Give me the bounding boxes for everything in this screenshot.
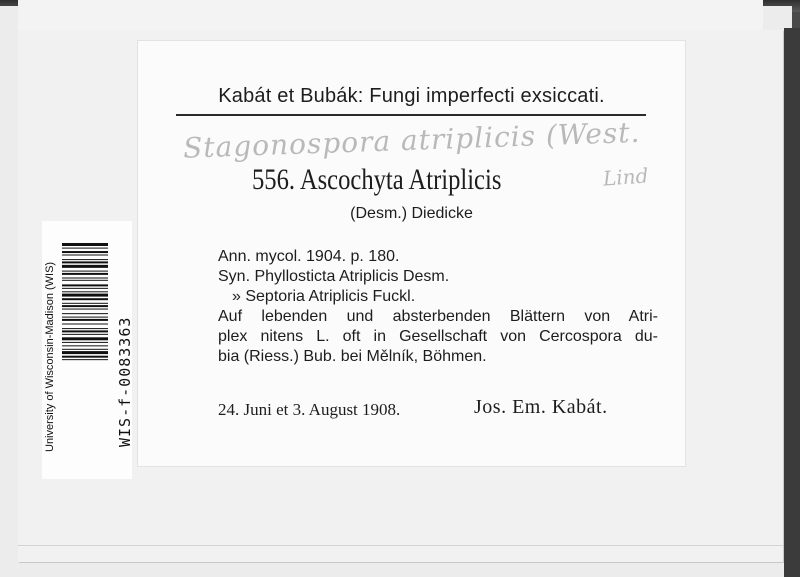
header-rule bbox=[176, 114, 646, 116]
packet-fold-line bbox=[18, 545, 783, 546]
specimen-label bbox=[137, 40, 686, 467]
packet-top-flap bbox=[18, 0, 763, 31]
reference-line: Ann. mycol. 1904. p. 180. bbox=[218, 248, 400, 265]
species-title: 556. Ascochyta Atriplicis bbox=[252, 163, 502, 196]
reference-line: » Septoria Atriplicis Fuckl. bbox=[232, 288, 416, 305]
species-authority: (Desm.) Diedicke bbox=[350, 205, 473, 222]
institution-name: University of Wisconsin-Madison (WIS) bbox=[44, 261, 56, 452]
references bbox=[218, 247, 449, 307]
description-line: Auf lebenden und absterbenden Blättern von Atri- bbox=[218, 308, 658, 325]
handwritten-annotation-author: Lind bbox=[602, 163, 650, 191]
dark-margin bbox=[784, 28, 800, 577]
barcode-number: WIS-f-0083363 bbox=[116, 316, 134, 447]
habitat-description bbox=[218, 307, 658, 367]
collection-date: 24. Juni et 3. August 1908. bbox=[218, 400, 401, 419]
barcode-icon bbox=[62, 243, 108, 453]
handwritten-annotation: Stagonospora atriplicis (West. bbox=[182, 115, 641, 165]
collector-name: Jos. Em. Kabát. bbox=[474, 396, 608, 418]
description-line: plex nitens L. oft in Gesellschaft von Cercospora du- bbox=[218, 328, 658, 345]
description-line: bia (Riess.) Bub. bei Mělník, Böhmen. bbox=[218, 348, 487, 365]
reference-line: Syn. Phyllosticta Atriplicis Desm. bbox=[218, 268, 450, 285]
series-header: Kabát et Bubák: Fungi imperfecti exsiccati. bbox=[218, 85, 605, 107]
barcode-label bbox=[42, 221, 132, 479]
